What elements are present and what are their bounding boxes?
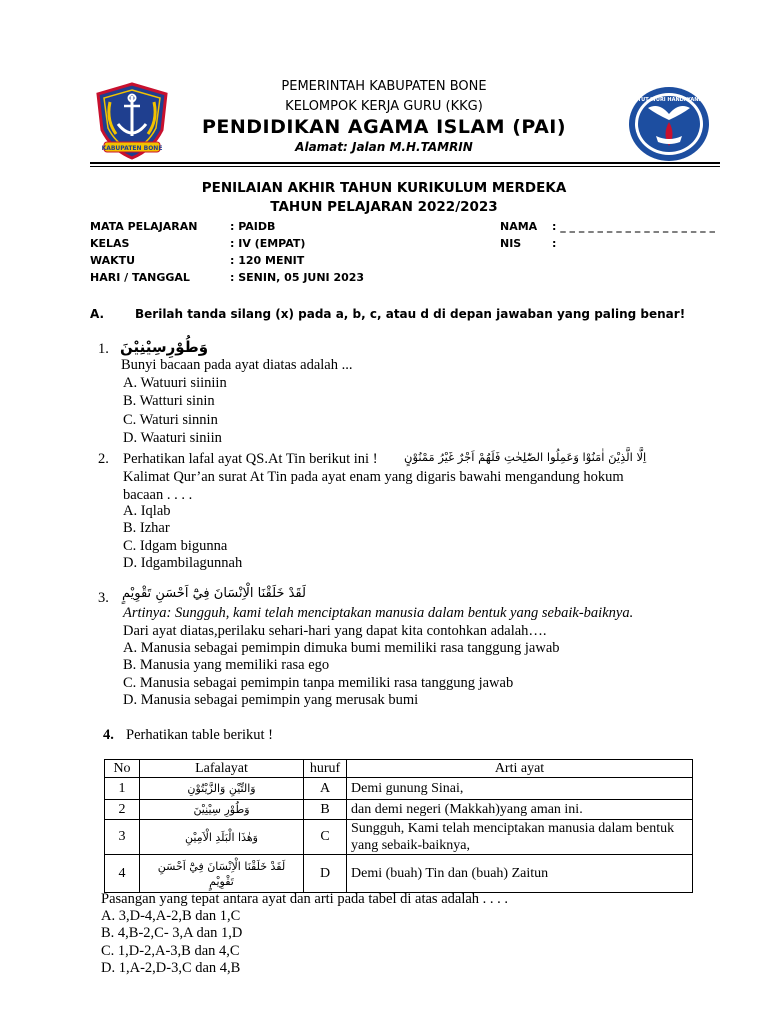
table-header-arti: Arti ayat	[347, 760, 693, 778]
q4-option-b[interactable]: B. 4,B-2,C- 3,A dan 1,D	[101, 925, 243, 941]
q3-option-a[interactable]: A. Manusia sebagai pemimpin dimuka bumi memiliki rasa tanggung jawab	[123, 640, 560, 656]
waktu-value: : 120 MENIT	[230, 254, 305, 267]
table-cell-lafal: وَهٰذَا الْبَلَدِ الْاَمِيْنِ	[140, 820, 304, 855]
q2-line2: Kalimat Qur’an surat At Tin pada ayat enam yang digaris bawahi mengandung hokum	[123, 469, 624, 485]
q3-arabic: لَقَدْ خَلَقْنَا الْاِنْسَانَ فِيْٓ اَحْسَنِ تَقْوِيْمٍ	[122, 586, 306, 601]
table-cell-no: 1	[105, 778, 140, 800]
mapel-value: : PAIDB	[230, 220, 276, 233]
q2-option-c[interactable]: C. Idgam bigunna	[123, 538, 228, 554]
q1-option-c[interactable]: C. Waturi sinnin	[123, 412, 218, 428]
letterhead	[0, 0, 768, 170]
table-cell-huruf: A	[304, 778, 347, 800]
table-row	[105, 855, 693, 893]
exam-title: PENILAIAN AKHIR TAHUN KURIKULUM MERDEKA	[201, 180, 567, 196]
header-subject: PENDIDIKAN AGAMA ISLAM (PAI)	[201, 116, 567, 138]
nama-field[interactable]: : _ _ _ _ _ _ _ _ _ _ _ _ _ _ _ _ _	[552, 220, 716, 233]
table-header-lafal: Lafalayat	[140, 760, 304, 778]
q3-translation: Artinya: Sungguh, kami telah menciptakan manusia dalam bentuk yang sebaik-baiknya.	[123, 605, 634, 621]
q4-number: 4.	[103, 727, 114, 743]
header-government: PEMERINTAH KABUPATEN BONE	[281, 79, 487, 94]
q4-option-d[interactable]: D. 1,A-2,D-3,C dan 4,B	[101, 960, 241, 976]
kelas-value: : IV (EMPAT)	[230, 237, 306, 250]
q1-arabic: وَطُوْرِسِيْنِيْنَ	[120, 338, 209, 356]
q2-line3: bacaan . . . .	[123, 487, 193, 503]
section-instruction: Berilah tanda silang (x) pada a, b, c, atau d di depan jawaban yang paling benar!	[135, 307, 686, 321]
q3-option-c[interactable]: C. Manusia sebagai pemimpin tanpa memiliki rasa tanggung jawab	[123, 675, 514, 691]
table-cell-no: 2	[105, 800, 140, 820]
table-row	[105, 778, 693, 800]
exam-year: TAHUN PELAJARAN 2022/2023	[270, 199, 498, 215]
table-cell-lafal: وَالتِّيْنِ وَالزَّيْتُوْنِ	[140, 778, 304, 800]
q2-option-a[interactable]: A. Iqlab	[123, 503, 171, 519]
q2-text: Perhatikan lafal ayat QS.At Tin berikut ini !	[123, 451, 378, 467]
mapel-label: MATA PELAJARAN	[90, 220, 198, 233]
q4-prompt: Pasangan yang tepat antara ayat dan arti pada tabel di atas adalah . . . .	[101, 891, 509, 907]
table-cell-no: 4	[105, 855, 140, 893]
header-address: Alamat: Jalan M.H.TAMRIN	[295, 140, 473, 154]
table-cell-arti: Demi (buah) Tin dan (buah) Zaitun	[347, 855, 693, 893]
q1-option-d[interactable]: D. Waaturi siniin	[123, 430, 222, 446]
table-cell-arti: Demi gunung Sinai,	[347, 778, 693, 800]
table-cell-arti: Sungguh, Kami telah menciptakan manusia dalam bentuk yang sebaik-baiknya,	[347, 820, 693, 855]
q4-table	[104, 759, 693, 893]
q2-number: 2.	[98, 451, 109, 467]
table-cell-lafal: لَقَدْ خَلَقْنَا الْاِنْسَانَ فِيْٓ اَحْسَنِ تَقْوِيْمٍ	[140, 855, 304, 893]
q1-option-b[interactable]: B. Watturi sinin	[123, 393, 215, 409]
q2-option-b[interactable]: B. Izhar	[123, 520, 170, 536]
table-header-no: No	[105, 760, 140, 778]
q3-prompt: Dari ayat diatas,perilaku sehari-hari yang dapat kita contohkan adalah….	[123, 623, 547, 639]
q4-option-c[interactable]: C. 1,D-2,A-3,B dan 4,C	[101, 943, 240, 959]
q4-text: Perhatikan table berikut !	[126, 727, 273, 743]
table-row	[105, 820, 693, 855]
nis-field[interactable]: :	[552, 237, 557, 250]
q1-number: 1.	[98, 341, 109, 357]
header-divider-thick	[90, 162, 720, 164]
hari-label: HARI / TANGGAL	[90, 271, 190, 284]
q3-number: 3.	[98, 590, 109, 606]
nis-label: NIS	[500, 237, 522, 250]
table-header-huruf: huruf	[304, 760, 347, 778]
right-logo-text: TUT WURI HANDAYANI	[637, 97, 701, 103]
header-kkg: KELOMPOK KERJA GURU (KKG)	[285, 99, 483, 114]
q1-prompt: Bunyi bacaan pada ayat diatas adalah ...	[121, 357, 353, 373]
table-header-row	[105, 760, 693, 778]
q3-option-d[interactable]: D. Manusia sebagai pemimpin yang merusak bumi	[123, 692, 419, 708]
waktu-label: WAKTU	[90, 254, 136, 267]
q2-option-d[interactable]: D. Idgambilagunnah	[123, 555, 243, 571]
hari-value: : SENIN, 05 JUNI 2023	[230, 271, 365, 284]
table-cell-huruf: B	[304, 800, 347, 820]
q1-option-a[interactable]: A. Watuuri siiniin	[123, 375, 227, 391]
section-letter: A.	[90, 307, 105, 321]
table-row	[105, 800, 693, 820]
left-logo-text: KABUPATEN BONE	[101, 145, 163, 152]
table-cell-arti: dan demi negeri (Makkah)yang aman ini.	[347, 800, 693, 820]
nama-label: NAMA	[500, 220, 538, 233]
header-divider-thin	[90, 166, 720, 167]
kelas-label: KELAS	[90, 237, 130, 250]
table-cell-lafal: وَطُوْرِ سِيْنِيْنَ	[140, 800, 304, 820]
table-cell-huruf: D	[304, 855, 347, 893]
q2-arabic: اِلَّا الَّذِيْنَ اٰمَنُوْا وَعَمِلُوا الصّٰلِحٰتِ فَلَهُمْ اَجْرٌ غَيْرُ مَمْنُوْنٍ	[404, 450, 647, 464]
table-cell-no: 3	[105, 820, 140, 855]
q4-option-a[interactable]: A. 3,D-4,A-2,B dan 1,C	[101, 908, 241, 924]
q3-option-b[interactable]: B. Manusia yang memiliki rasa ego	[123, 657, 330, 673]
table-cell-huruf: C	[304, 820, 347, 855]
